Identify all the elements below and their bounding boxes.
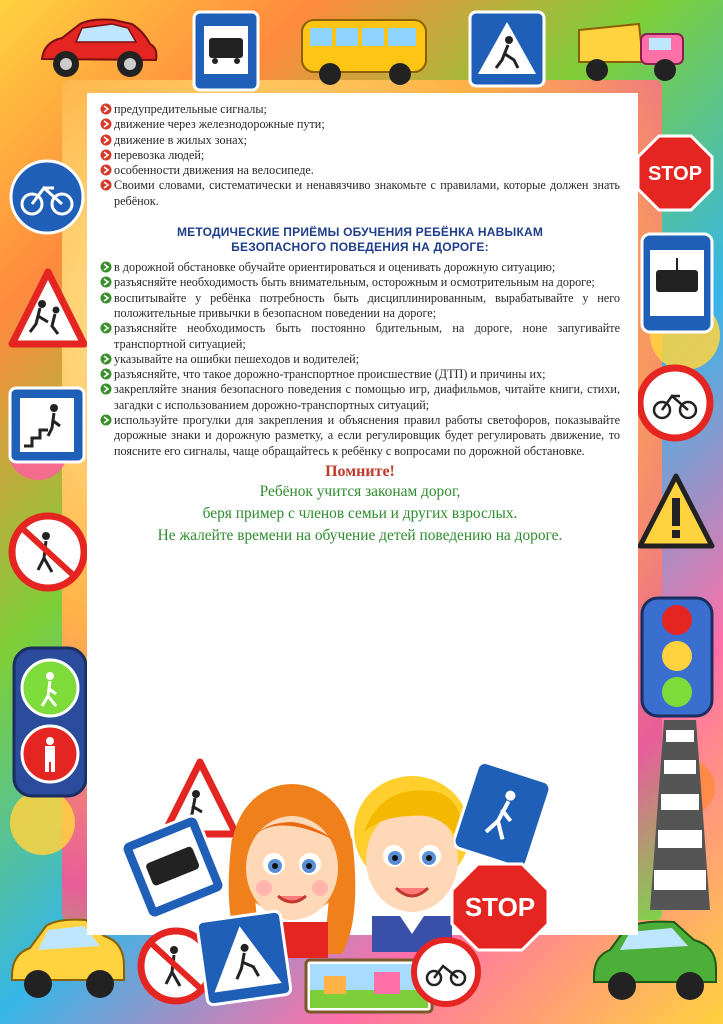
arrow-bullet-icon [100,292,114,306]
arrow-bullet-icon [100,103,114,117]
methods-list-item-text: разъясняйте, что такое дорожно-транспортное происшествие (ДТП) и причины их; [114,367,546,382]
tram-stop-sign-icon [640,232,714,334]
zebra-crossing-icon [650,720,710,910]
methods-list-item [100,275,620,290]
methods-list-item [100,367,620,382]
stop-sign-bottom-label: STOP [464,892,536,922]
underpass-sign-icon [8,386,86,464]
top-list-item-text: Своими словами, систематически и ненавязчиво знакомьте с правилами, которые должен знать ребёнок. [114,178,620,208]
methods-list-item [100,352,620,367]
closing-message [100,481,620,547]
top-list-item-text: перевозка людей; [114,147,205,162]
methods-list-item-text: разъясняйте необходимость быть внимательным, осторожным и осмотрительным на дороге; [114,275,595,290]
school-bus-icon [296,10,436,90]
methods-list-item-text: указывайте на ошибки пешеходов и водителей; [114,351,360,366]
arrow-bullet-icon [100,322,114,336]
top-list-item [100,133,620,148]
arrow-bullet-icon [100,261,114,275]
top-list-item [100,163,620,178]
methods-list-item [100,260,620,275]
methods-list-item-text: разъясняйте необходимость быть постоянно бдительным, на дороге, ноне запугивайте транспортной ситуацией; [114,321,620,351]
remember-title: Помните! [325,462,395,480]
section-heading [100,225,620,255]
arrow-bullet-icon [100,383,114,397]
methods-bullet-list [100,260,620,459]
danger-warning-sign-icon [636,472,716,552]
heading-line-1: МЕТОДИЧЕСКИЕ ПРИЁМЫ ОБУЧЕНИЯ РЕБЁНКА НАВЫКАМ [176,225,544,240]
stop-sign-label: STOP [647,163,703,185]
arrow-bullet-icon [100,179,114,193]
text-content [100,102,620,547]
methods-list-item-text: закрепляйте знания безопасного поведения с помощью игр, диафильмов, читайте книги, стихи, загадки с использованием дорожно-транспортных ситуаций; [114,382,620,412]
traffic-light-icon [640,596,714,718]
red-car-icon [32,14,162,84]
arrow-bullet-icon [100,164,114,178]
no-bicycles-sign-icon [636,364,714,442]
heading-line-2: БЕЗОПАСНОГО ПОВЕДЕНИЯ НА ДОРОГЕ: [231,240,489,255]
methods-list-item [100,413,620,459]
methods-list-item [100,321,620,352]
no-bicycles-sign-bottom-icon [410,936,482,1008]
no-pedestrians-sign-icon [8,512,88,592]
pedestrian-traffic-light-icon [12,646,88,798]
closing-line: Ребёнок учится законам дорог, [259,482,461,500]
methods-list-item [100,382,620,413]
methods-list-item-text: используйте прогулки для закрепления и объяснения правил работы светофоров, показывайте дорожные знаки и дорожную разметку, а если регулировщик будет регулировать движение, то поясните его сигналы, чаще обращайтесь к ребёнку с вопросами по дорожной обстановке. [114,413,620,458]
closing-line: беря пример с членов семьи и других взрослых. [202,504,518,522]
arrow-bullet-icon [100,276,114,290]
top-list-item [100,148,620,163]
stop-sign-icon [636,134,714,212]
top-list-item-text: движение через железнодорожные пути; [114,117,325,132]
pedestrian-crossing-sign-bottom-icon [196,910,292,1006]
methods-list-item-text: в дорожной обстановке обучайте ориентироваться и оценивать дорожную ситуацию; [114,260,556,275]
pedestrian-crossing-sign-icon [468,10,546,88]
top-list-item-text: особенности движения на велосипеде. [114,163,314,178]
decor-dot [10,790,75,855]
closing-line: Не жалейте времени на обучение детей поведению на дороге. [157,526,563,544]
bicycle-path-sign-icon [8,158,86,236]
truck-icon [575,10,690,90]
methods-list-item [100,291,620,322]
top-list-item-text: предупредительные сигналы; [114,102,267,116]
children-warning-sign-icon [8,268,88,350]
methods-list-item-text: воспитывайте у ребёнка потребность быть дисциплинированным, вырабатывайте у него положительные привычки в безопасном поведении на дороге; [114,290,620,320]
bus-stop-sign-icon [192,10,260,92]
arrow-bullet-icon [100,353,114,367]
top-list-item [100,178,620,209]
arrow-bullet-icon [100,118,114,132]
top-bullet-list [100,102,620,209]
top-list-item-text: движение в жилых зонах; [114,132,248,147]
arrow-bullet-icon [100,414,114,428]
arrow-bullet-icon [100,368,114,382]
arrow-bullet-icon [100,134,114,148]
top-list-item [100,117,620,132]
pedestrian-sign-bottom-icon [454,760,550,870]
arrow-bullet-icon [100,149,114,163]
top-list-item [100,102,620,117]
